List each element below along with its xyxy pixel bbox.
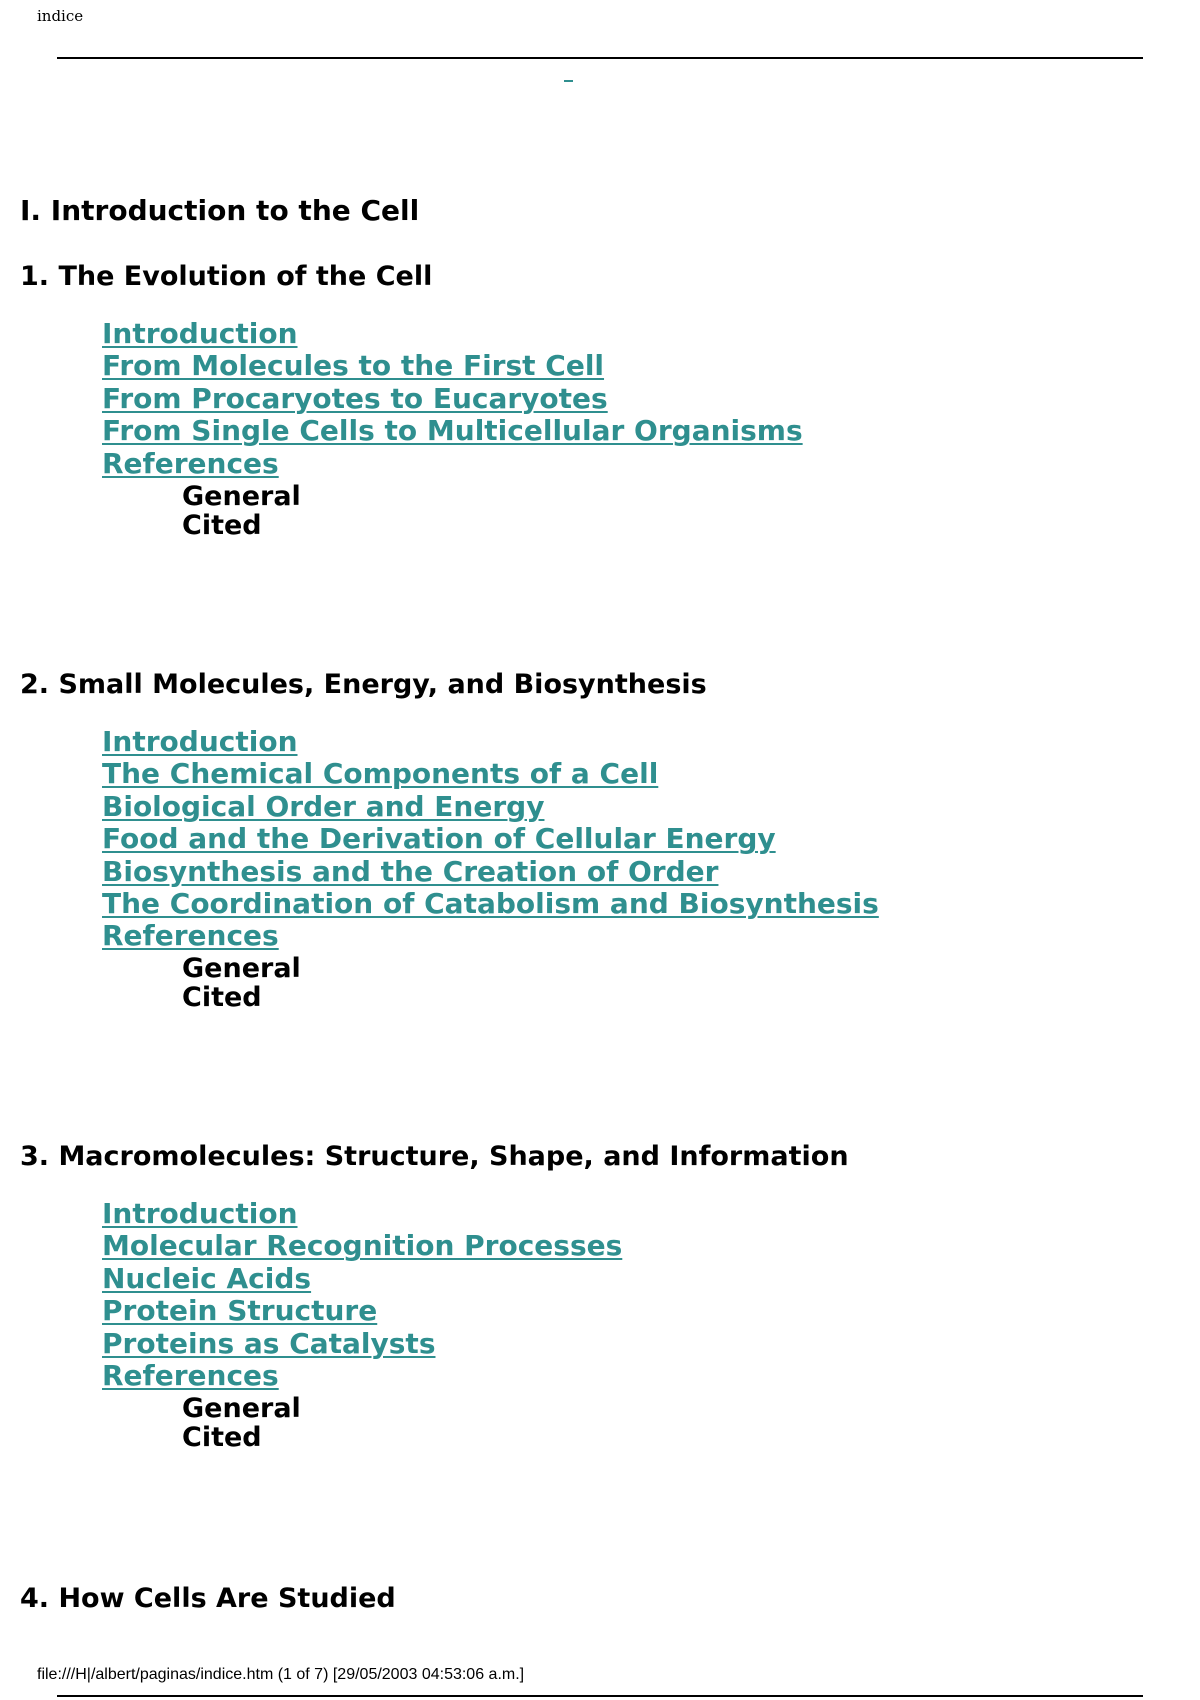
toc-item bbox=[102, 1198, 622, 1230]
anchor-link[interactable] bbox=[564, 80, 573, 82]
part-title: I. Introduction to the Cell bbox=[20, 194, 420, 227]
toc-link-introduction[interactable]: Introduction bbox=[102, 1197, 298, 1230]
toc-link-nucleic-acids[interactable]: Nucleic Acids bbox=[102, 1261, 312, 1295]
toc-item bbox=[102, 823, 879, 855]
chapter-3-toc bbox=[102, 1198, 622, 1392]
chapter-1-toc bbox=[102, 318, 803, 480]
reference-general-label: General bbox=[182, 953, 301, 984]
toc-link-references[interactable]: References bbox=[102, 1358, 279, 1392]
toc-link-introduction[interactable]: Introduction bbox=[102, 317, 298, 350]
toc-item bbox=[102, 350, 803, 382]
reference-cited-label: Cited bbox=[182, 509, 262, 541]
toc-link-procaryotes-to-eucaryotes[interactable]: From Procaryotes to Eucaryotes bbox=[102, 381, 608, 415]
page-footer-url: file:///H|/albert/paginas/indice.htm (1 of 7) [29/05/2003 04:53:06 a.m.] bbox=[37, 1666, 525, 1683]
toc-link-catabolism-biosynthesis[interactable]: The Coordination of Catabolism and Biosynthesis bbox=[102, 886, 879, 920]
toc-link-biological-order-energy[interactable]: Biological Order and Energy bbox=[102, 789, 545, 823]
toc-item bbox=[102, 318, 803, 350]
toc-item bbox=[102, 1328, 622, 1360]
toc-item bbox=[102, 383, 803, 415]
toc-item bbox=[102, 1230, 622, 1262]
toc-link-proteins-catalysts[interactable]: Proteins as Catalysts bbox=[102, 1326, 436, 1360]
toc-item bbox=[102, 1263, 622, 1295]
toc-link-biosynthesis-order[interactable]: Biosynthesis and the Creation of Order bbox=[102, 854, 719, 888]
toc-item bbox=[102, 791, 879, 823]
chapter-1-title: 1. The Evolution of the Cell bbox=[20, 261, 433, 292]
toc-link-food-cellular-energy[interactable]: Food and the Derivation of Cellular Energy bbox=[102, 822, 776, 856]
toc-item bbox=[102, 758, 879, 790]
chapter-3-reference-subitems bbox=[182, 1395, 301, 1452]
toc-link-introduction[interactable]: Introduction bbox=[102, 725, 298, 758]
toc-item bbox=[102, 1295, 622, 1327]
bottom-divider bbox=[57, 1695, 1143, 1697]
toc-link-molecular-recognition[interactable]: Molecular Recognition Processes bbox=[102, 1229, 623, 1263]
top-divider bbox=[57, 57, 1143, 59]
toc-link-references[interactable]: References bbox=[102, 919, 279, 953]
toc-item bbox=[102, 888, 879, 920]
toc-link-single-cells-to-multicellular[interactable]: From Single Cells to Multicellular Organisms bbox=[102, 414, 803, 448]
reference-general-label: General bbox=[182, 1393, 301, 1424]
page-header-label: indice bbox=[37, 7, 84, 25]
toc-item bbox=[102, 415, 803, 447]
toc-item bbox=[102, 1360, 622, 1392]
toc-item bbox=[102, 726, 879, 758]
chapter-1-reference-subitems bbox=[182, 483, 301, 540]
reference-general-label: General bbox=[182, 481, 301, 512]
chapter-2-reference-subitems bbox=[182, 955, 301, 1012]
toc-item bbox=[102, 920, 879, 952]
toc-item bbox=[102, 856, 879, 888]
reference-cited-label: Cited bbox=[182, 981, 262, 1013]
toc-link-molecules-to-first-cell[interactable]: From Molecules to the First Cell bbox=[102, 349, 605, 383]
toc-item bbox=[102, 448, 803, 480]
chapter-2-toc bbox=[102, 726, 879, 953]
toc-link-references[interactable]: References bbox=[102, 446, 279, 480]
toc-link-chemical-components[interactable]: The Chemical Components of a Cell bbox=[102, 757, 659, 791]
chapter-3-title: 3. Macromolecules: Structure, Shape, and Information bbox=[20, 1141, 849, 1172]
reference-cited-label: Cited bbox=[182, 1421, 262, 1453]
chapter-2-title: 2. Small Molecules, Energy, and Biosynthesis bbox=[20, 669, 707, 700]
toc-link-protein-structure[interactable]: Protein Structure bbox=[102, 1294, 378, 1328]
chapter-4-title: 4. How Cells Are Studied bbox=[20, 1583, 396, 1614]
